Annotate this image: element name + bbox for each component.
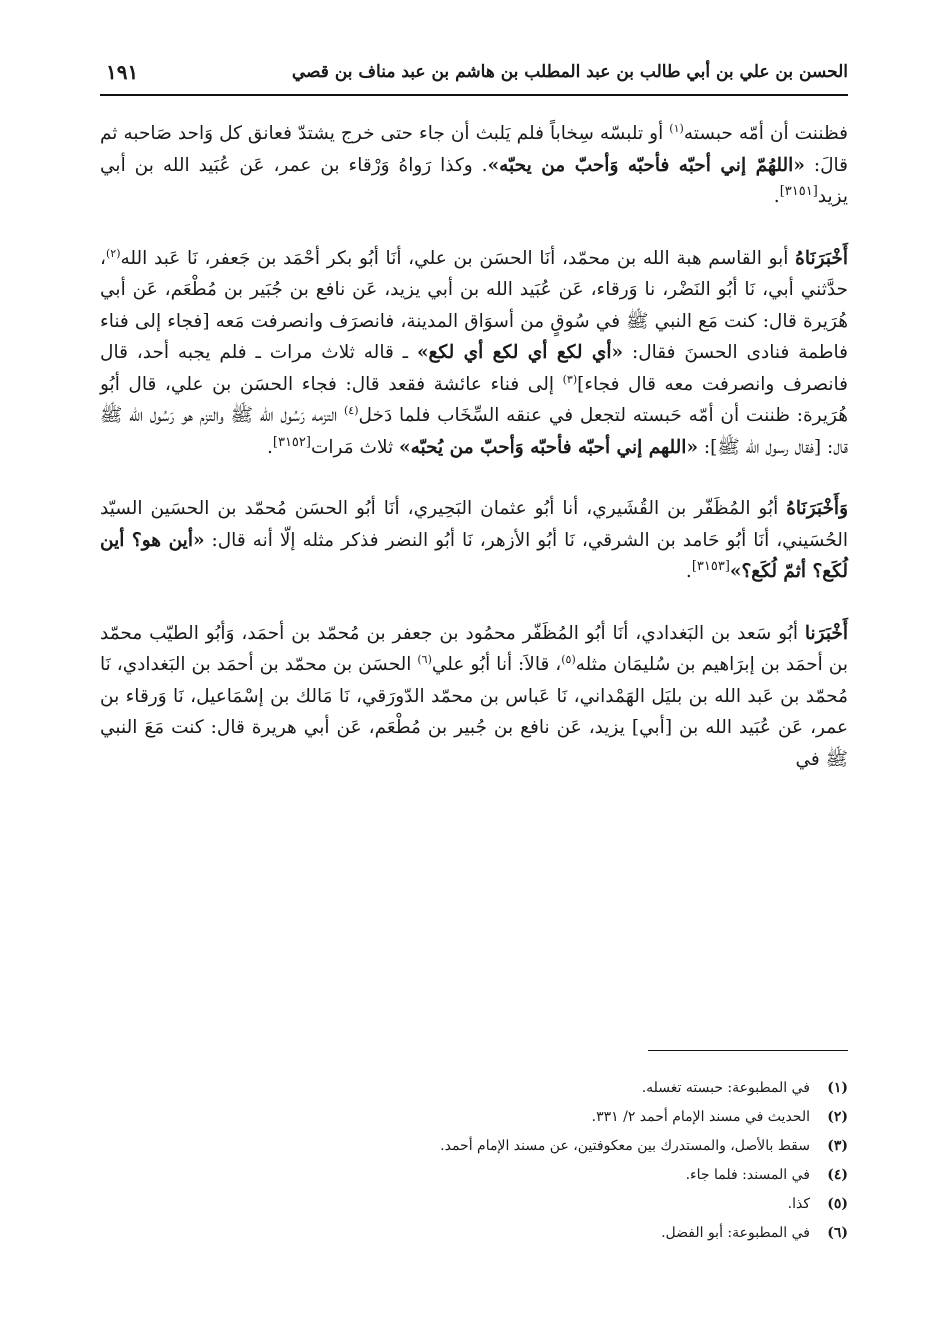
footnote-text: في المطبوعة: أبو الفضل. bbox=[661, 1225, 810, 1241]
footnotes bbox=[100, 1074, 848, 1248]
lead-word: وَأَخْبَرَنَاهُ bbox=[786, 498, 848, 519]
footnote bbox=[100, 1074, 848, 1103]
footnote-number: (٤) bbox=[827, 1167, 848, 1183]
footnote bbox=[100, 1219, 848, 1248]
footnote-marker-5: (٥) bbox=[561, 652, 576, 666]
footnote-number: (١) bbox=[827, 1080, 848, 1096]
paragraph-3: وَأَخْبَرَنَاهُ أبُو المُظَفّر بن القُشَيري، أنا أبُو عثمان البَحِيري، أنَا أبُو الحسَن مُحمّد بن الحسَين السيّد الحُسَيني، أنَا أبُو حَامد بن الشرقي، نَا أبُو الأزهر، نَا أبُو النضر فذكر مثله إلّا أنه قال: «أين هو؟ أين لُكَع؟ أثمّ لُكَع؟»[٣١٥٣]. bbox=[100, 498, 848, 582]
footnote-text: في المسند: فلما جاء. bbox=[685, 1167, 810, 1183]
footnote bbox=[100, 1132, 848, 1161]
quote: «أي لكع أي لكع أي لكع» bbox=[416, 342, 624, 363]
footnote-marker-1: (١) bbox=[669, 121, 684, 135]
running-title: الحسن بن علي بن أبي طالب بن عبد المطلب بن هاشم بن عبد مناف بن قصي bbox=[291, 62, 848, 82]
footnote-number: (٣) bbox=[827, 1138, 848, 1154]
footnote-number: (٦) bbox=[827, 1225, 848, 1241]
paragraph-4: أَخْبَرَنا أبُو سَعد بن البَغدادي، أنَا أبُو المُظَفّر محمُود بن جعفر بن مُحمّد بن أحمَد، وَأبُو الطيّب محمّد بن أحمَد بن إبرَاهيم بن سُليمَان مثله$^{(٥)}$، قالاَ: أنا أبُو علي$^{(٦)}$ الحسَن بن محمّد بن أحمَد بن البَغدادي، نَا مُحمّد بن عَبد الله بن بليَل الهَمْداني، نَا عَباس بن محمّد الدّورَقي، نَا مَالك بن إسْمَاعيل، نَا وَرقاء بن عمر، عَن عُبَيد الله بن [أبي] يزيد، عَن نافع بن جُبير بن مُطْعَم، عَن أبي هريرة قال: كنت مَعَ النبي ﷺ في bbox=[100, 622, 848, 770]
footnote-marker-3: (٣) bbox=[562, 372, 578, 386]
footnote-number: (٥) bbox=[827, 1196, 848, 1212]
footnote-text: كذا. bbox=[787, 1196, 810, 1212]
lead-word: أَخْبَرَنا bbox=[804, 622, 848, 644]
hadith-ref-3152: [٣١٥٢] bbox=[272, 434, 311, 450]
footnote bbox=[100, 1103, 848, 1132]
hadith-ref-3153: [٣١٥٣] bbox=[691, 558, 730, 574]
paragraph-2: أَخْبَرَنَاهُ أبو القاسم هبة الله بن محمّد، أنَا الحسَن بن علي، أنَا أبُو بكر أحْمَد بن جَعفر، نَا عَبد الله$^{(٢)}$، حدَّثني أبي، نَا أبُو النَضْر، نا وَرقاء، عَن عُبَيد الله بن أبي يزيد، عَن نافع بن جُبَير بن مُطْعَم، عَن أبي هُرَيرة قال: كنت مَع النبي ﷺ في سُوقٍ من أسوَاق المدينة، فانصرَف وانصرفت مَعه [فجاء إلى فناء فاطمة فنادى الحسنَ فقال: «أي لكع أي لكع أي لكع» ـ قاله ثلاث مرات ـ فلم يجبه أحد، قال فانصرف وانصرفت معه قال فجاء]$^{(٣)}$ إلى فناء عائشة فقعد قال: فجاء الحسَن بن علي، قال أبُو هُرَيرة: ظننت أن أمّه حَبسته لتجعل في عنقه السِّخَاب فلما دَخل$^{(٤)}$ التزمه رَسُول الله ﷺ والتزم هو رَسُول الله ﷺ قال: [فقال رسول الله ﷺ]: «اللهم إني أحبّه فأحبّه وَأحبّ من يُحبّه» ثلاث مَرات[٣١٥٢]. bbox=[100, 246, 849, 458]
quote: «اللهُمّ إني أحبّه فأحبّه وَأحبّ من يحبّه» bbox=[487, 154, 805, 176]
lead-word: أَخْبَرَنَاهُ bbox=[795, 247, 848, 269]
header-rule bbox=[100, 94, 848, 96]
footnote-number: (٢) bbox=[827, 1109, 848, 1125]
hadith-ref-3151: [٣١٥١] bbox=[779, 183, 818, 199]
footnote bbox=[100, 1161, 848, 1190]
footnote-text: الحديث في مسند الإمام أحمد ٢/ ٣٣١. bbox=[591, 1109, 810, 1125]
footnote bbox=[100, 1190, 848, 1219]
page-header bbox=[100, 56, 848, 92]
footnote-text: في المطبوعة: حبسته تغسله. bbox=[641, 1080, 810, 1096]
footnote-marker-2: (٢) bbox=[105, 246, 121, 260]
main-text bbox=[100, 118, 848, 775]
footnote-marker-6: (٦) bbox=[417, 652, 432, 666]
page-number: ١٩١ bbox=[106, 60, 139, 84]
footnote-rule bbox=[648, 1050, 848, 1051]
footnote-text: سقط بالأصل، والمستدرك بين معكوفتين، عن مسند الإمام أحمد. bbox=[440, 1138, 810, 1154]
quote: «أين هو؟ أين لُكَع؟ أثمّ لُكَع؟» bbox=[100, 529, 848, 582]
paragraph-1: فظننت أن أمّه حبسته$^{(١)}$ أو تلبسّه سِخاباً فلم يَلبث أن جاء حتى خرج يشتدّ فعانق كل وَاحد صَاحبه ثم قالَ: «اللهُمّ إني أحبّه فأحبّه وَأحبّ من يحبّه». وكذا رَواهُ وَرْقاء بن عمر، عَن عُبَيد الله بن أبي يزيد[٣١٥١]. bbox=[100, 121, 848, 207]
footnote-marker-4: (٤) bbox=[343, 403, 359, 417]
quote: «اللهم إني أحبّه فأحبّه وَأحبّ من يُحبّه» bbox=[399, 436, 699, 458]
